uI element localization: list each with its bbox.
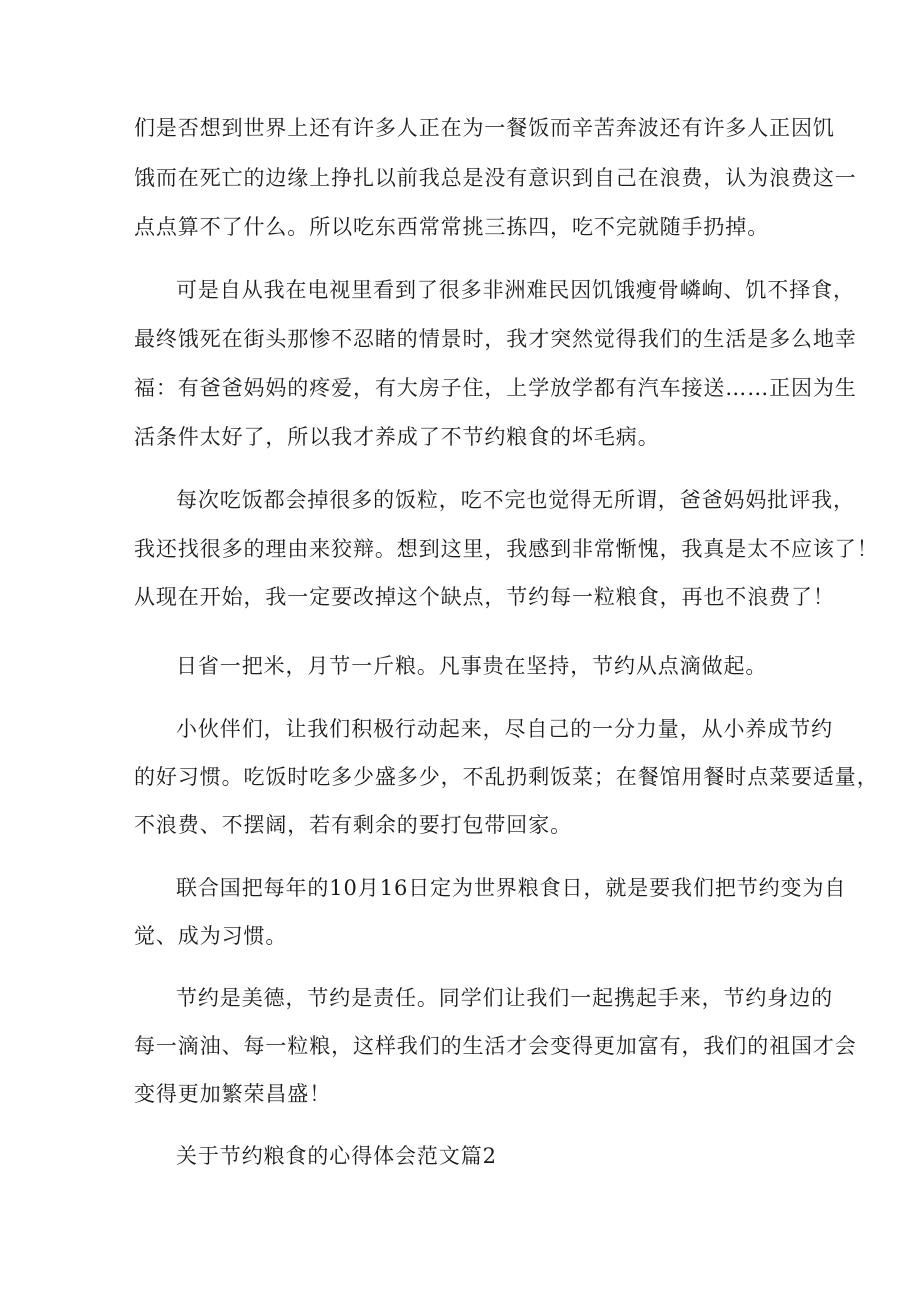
- paragraph-3-line-3: 从现在开始，我一定要改掉这个缺点，节约每一粒粮食，再也不浪费了！: [134, 585, 835, 609]
- paragraph-7-line-3: 变得更加繁荣昌盛！: [134, 1082, 332, 1106]
- paragraph-5-line-3: 不浪费、不摆阔，若有剩余的要打包带回家。: [134, 813, 572, 837]
- paragraph-6-line-2: 觉、成为习惯。: [134, 924, 288, 948]
- paragraph-1-line-3: 点点算不了什么。所以吃东西常常挑三拣四，吃不完就随手扔掉。: [134, 215, 770, 239]
- paragraph-6-line-1: 联合国把每年的10月16日定为世界粮食日，就是要我们把节约变为自: [176, 876, 847, 900]
- section-heading: 关于节约粮食的心得体会范文篇2: [176, 1144, 497, 1168]
- paragraph-1-line-2: 饿而在死亡的边缘上挣扎以前我总是没有意识到自己在浪费，认为浪费这一: [134, 166, 857, 190]
- paragraph-7-line-2: 每一滴油、每一粒粮，这样我们的生活才会变得更加富有，我们的祖国才会: [134, 1034, 857, 1058]
- paragraph-4-line-1: 日省一把米，月节一斤粮。凡事贵在坚持，节约从点滴做起。: [176, 654, 768, 678]
- paragraph-3-line-1: 每次吃饭都会掉很多的饭粒，吃不完也觉得无所谓，爸爸妈妈批评我，: [176, 488, 855, 512]
- paragraph-2-line-1: 可是自从我在电视里看到了很多非洲难民因饥饿瘦骨嶙峋、饥不择食，: [176, 278, 855, 302]
- paragraph-1-line-1: 们是否想到世界上还有许多人正在为一餐饭而辛苦奔波还有许多人正因饥: [134, 116, 835, 140]
- paragraph-5-line-1: 小伙伴们，让我们积极行动起来，尽自己的一分力量，从小养成节约: [176, 717, 833, 741]
- paragraph-3-line-2: 我还找很多的理由来狡辩。想到这里，我感到非常惭愧，我真是太不应该了！: [134, 537, 879, 561]
- paragraph-2-line-3: 福：有爸爸妈妈的疼爱，有大房子住，上学放学都有汽车接送……正因为生: [134, 376, 857, 400]
- paragraph-2-line-2: 最终饿死在街头那惨不忍睹的情景时，我才突然觉得我们的生活是多么地幸: [134, 327, 857, 351]
- paragraph-7-line-1: 节约是美德，节约是责任。同学们让我们一起携起手来，节约身边的: [176, 986, 833, 1010]
- paragraph-2-line-4: 活条件太好了，所以我才养成了不节约粮食的坏毛病。: [134, 425, 660, 449]
- paragraph-5-line-2: 的好习惯。吃饭时吃多少盛多少，不乱扔剩饭菜；在餐馆用餐时点菜要适量，: [134, 765, 879, 789]
